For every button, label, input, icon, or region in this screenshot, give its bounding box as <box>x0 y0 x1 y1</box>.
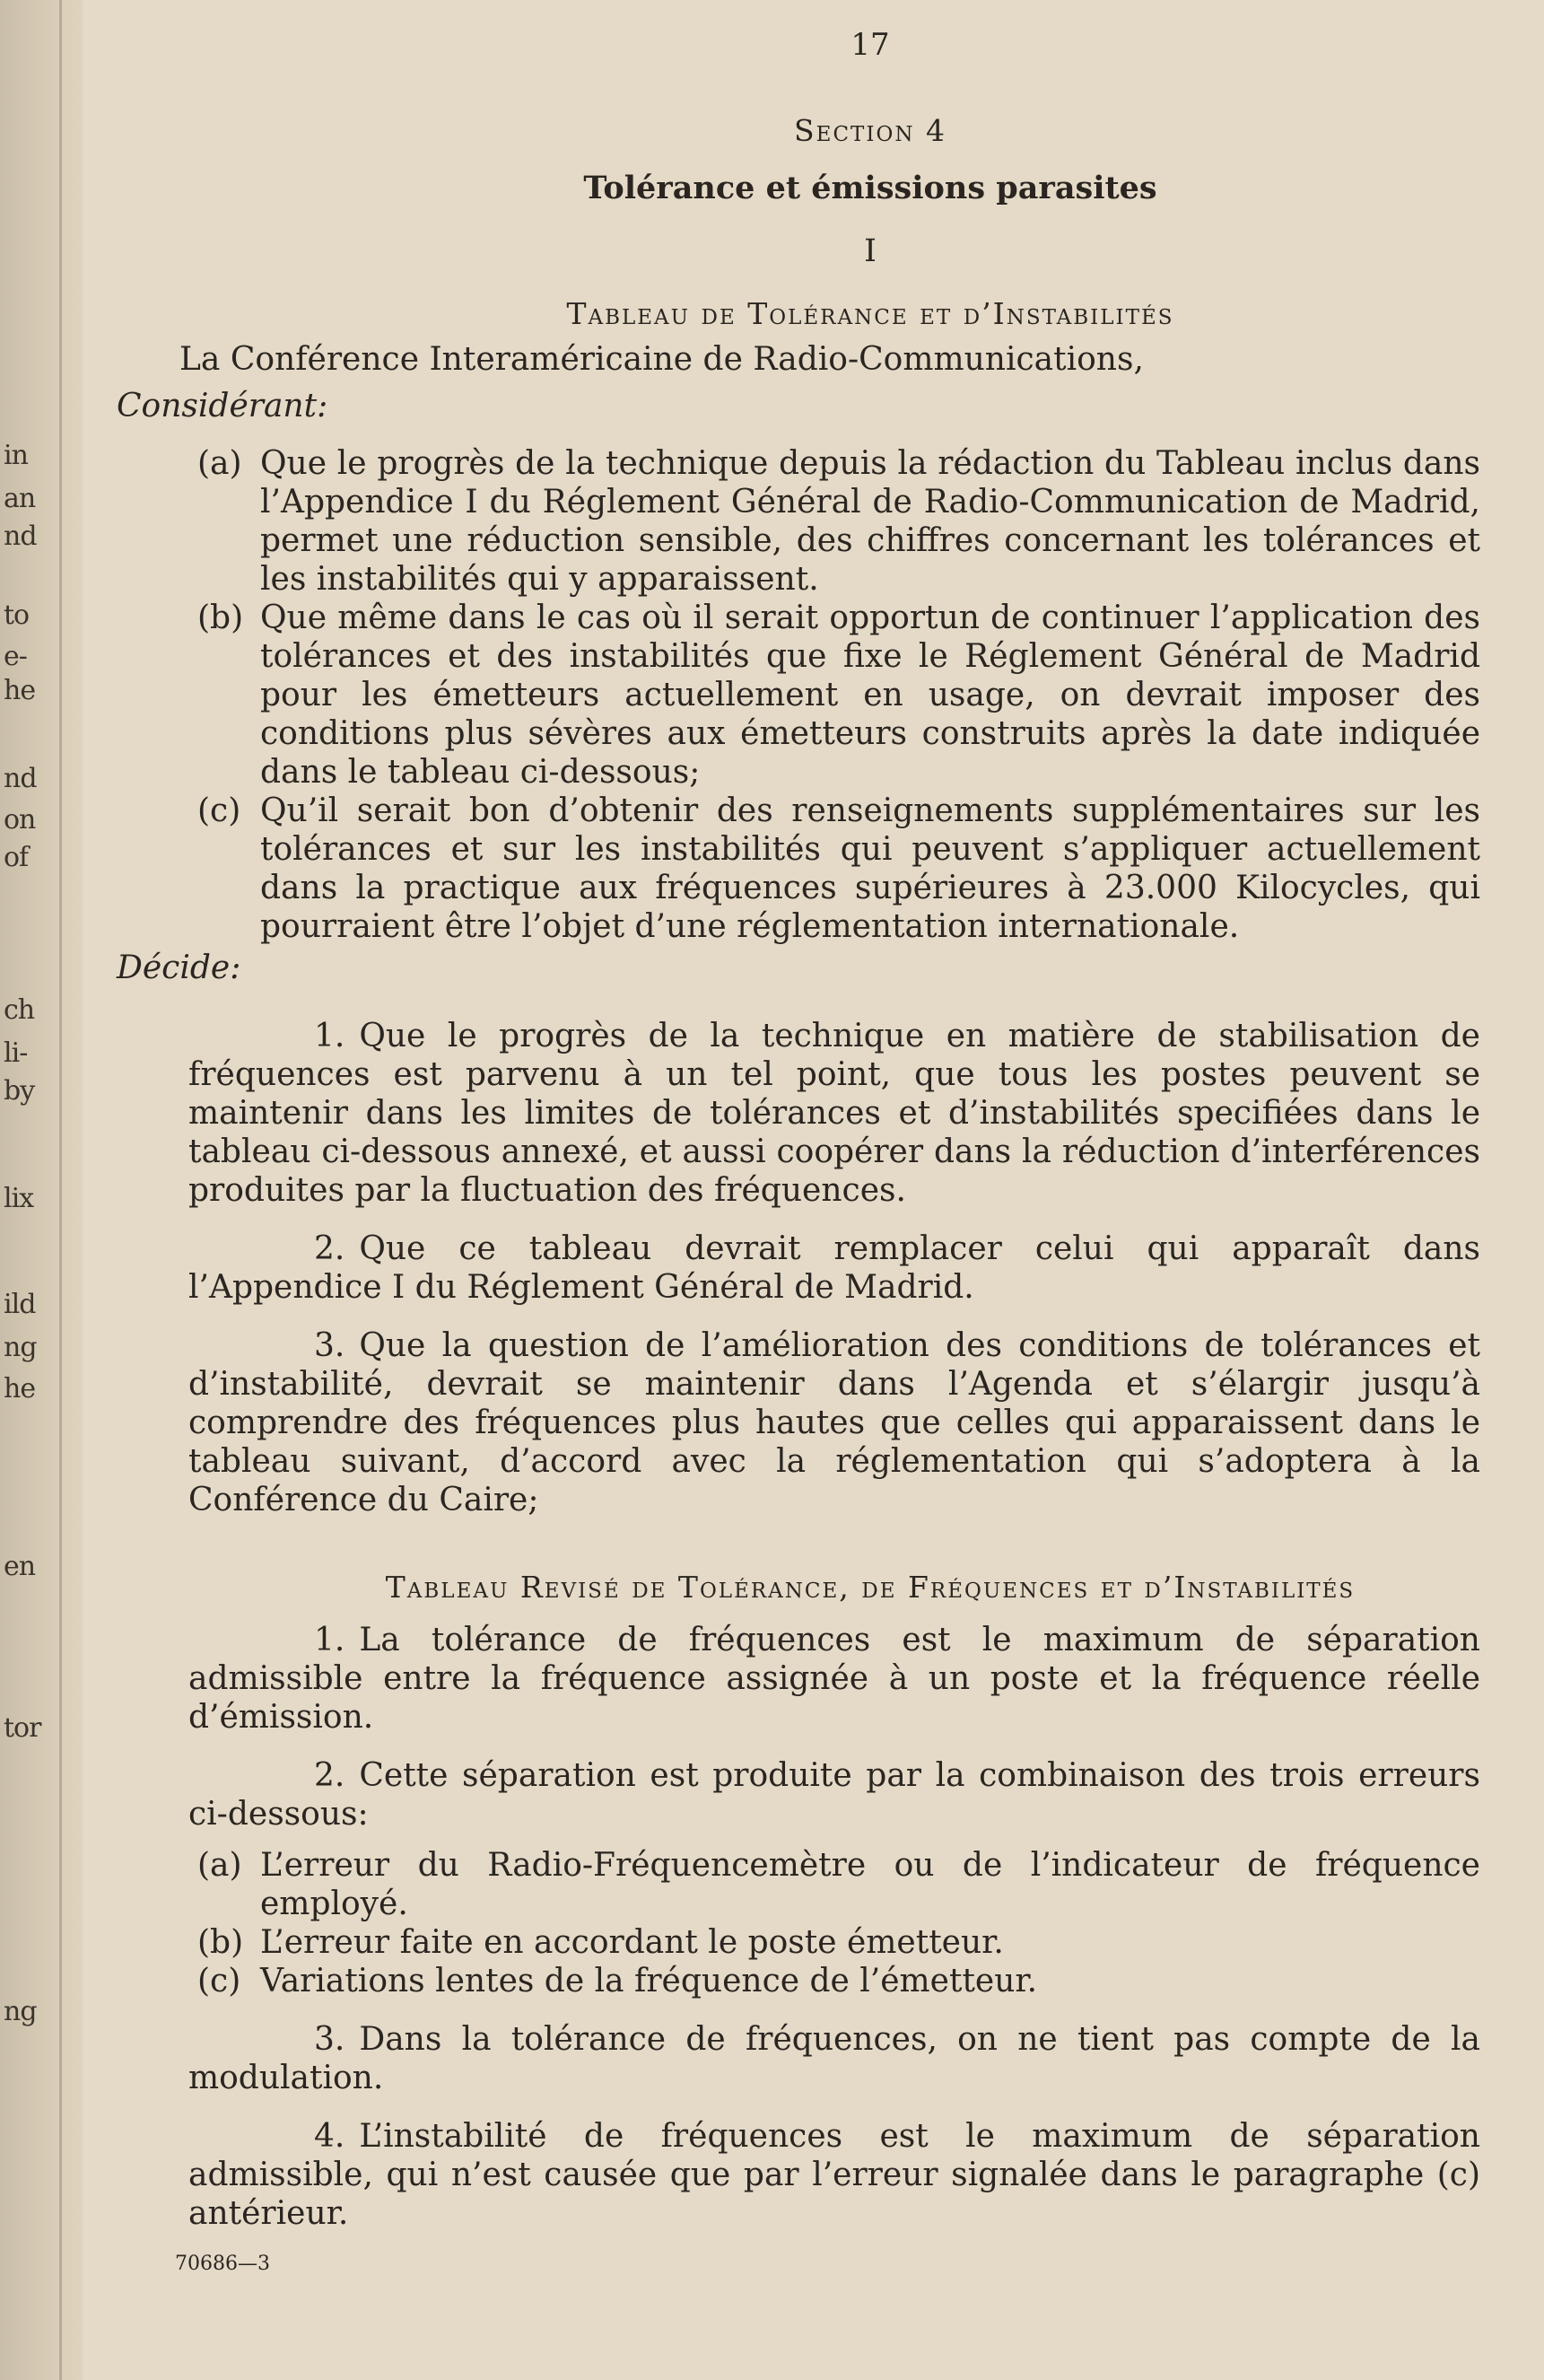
considerant-label: Considérant: <box>117 388 328 424</box>
considerant-item <box>117 444 1480 599</box>
paragraph-number: 3. <box>314 2021 345 2058</box>
item-marker: (a) <box>197 445 242 482</box>
margin-fragment: on <box>4 804 36 836</box>
paragraph-text: Dans la tolérance de fréquences, on ne tient pas compte de la modulation. <box>188 2021 1480 2096</box>
error-list <box>117 1846 1480 2000</box>
margin-fragment: e- <box>4 641 27 672</box>
decide-label: Décide: <box>117 949 241 986</box>
item-text: Que même dans le cas où il serait opportun de continuer l’application des tolérances et des instabilités que fixe le Réglement Général de Madrid pour les émetteurs actuellement en usage, on devrait imposer des conditions plus sévères aux émetteurs construits après la date indiquée dans le tableau ci-dessous; <box>260 599 1480 791</box>
margin-fragment: to <box>4 599 30 631</box>
revised-paragraph <box>117 1621 1480 1737</box>
intro-line: La Conférence Interaméricaine de Radio-Communications, <box>179 341 1144 378</box>
item-text: L’erreur du Radio-Fréquencemètre ou de l’indicateur de fréquence employé. <box>260 1847 1480 1922</box>
decide-paragraph <box>117 1326 1480 1519</box>
margin-fragment: lix <box>4 1183 34 1214</box>
item-text: Qu’il serait bon d’obtenir des renseignements supplémentaires sur les tolérances et sur les instabilités qui peuvent s’appliquer actuellement dans la practique aux fréquences supérieures à 23.000 Kilocycles, qui pourraient être l’objet d’une réglementation internationale. <box>260 792 1480 945</box>
revised-paragraph <box>117 2117 1480 2233</box>
part-number: I <box>864 233 877 269</box>
error-item <box>117 1923 1480 1962</box>
margin-fragment: in <box>4 440 28 471</box>
considerant-item <box>117 792 1480 946</box>
margin-fragment: li- <box>4 1037 28 1069</box>
considerant-list <box>117 444 1480 946</box>
paragraph-number: 2. <box>314 1757 345 1794</box>
paragraph-number: 4. <box>314 2118 345 2155</box>
item-text: L’erreur faite en accordant le poste émetteur. <box>260 1924 1004 1961</box>
margin-fragment: tor <box>4 1712 41 1744</box>
margin-fragment: ch <box>4 994 35 1026</box>
document-title: Tolérance et émissions parasites <box>583 170 1157 206</box>
decide-paragraph <box>117 1229 1480 1307</box>
paragraph-number: 2. <box>314 1230 345 1267</box>
paragraph-text: Que la question de l’amélioration des conditions de tolérances et d’instabilité, devrait se maintenir dans l’Agenda et s’élargir jusqu’à comprendre des fréquences plus hautes que celles qui apparaissent dans le tableau suivant, d’accord avec la réglementation qui s’adoptera à la Conférence du Caire; <box>188 1327 1480 1518</box>
margin-fragment: en <box>4 1551 36 1582</box>
margin-fragment: ng <box>4 1332 37 1363</box>
item-marker: (c) <box>197 792 241 829</box>
margin-fragment: by <box>4 1075 35 1107</box>
item-marker: (b) <box>197 599 244 636</box>
paragraph-number: 1. <box>314 1622 345 1658</box>
item-text: Que le progrès de la technique depuis la rédaction du Tableau inclus dans l’Appendice I du Réglement Général de Radio-Communication de Madrid, permet une réduction sensible, des chiffres concernant les tolérances et les instabilités qui y apparaissent. <box>260 445 1480 598</box>
margin-fragment: nd <box>4 763 37 794</box>
decide-paragraph <box>117 1017 1480 1210</box>
margin-fragment: he <box>4 675 36 706</box>
margin-fragment: he <box>4 1373 36 1404</box>
revised-section <box>117 1621 1480 2233</box>
paragraph-text: Que le progrès de la technique en matière de stabilisation de fréquences est parvenu à un tel point, que tous les postes peuvent se maintenir dans les limites de tolérances et d’instabilités specifiées dans le tableau ci-dessous annexé, et aussi coopérer dans la réduction d’interférences produites par la fluctuation des fréquences. <box>188 1018 1480 1209</box>
margin-fragment: ild <box>4 1289 36 1320</box>
decide-list <box>117 1017 1480 1519</box>
margin-fragment: an <box>4 483 36 514</box>
printer-code: 70686—3 <box>175 2253 270 2275</box>
paragraph-text: Que ce tableau devrait remplacer celui qui apparaît dans l’Appendice I du Réglement Général de Madrid. <box>188 1230 1480 1306</box>
margin-fragment: nd <box>4 521 37 552</box>
item-marker: (a) <box>197 1847 242 1884</box>
paragraph-number: 1. <box>314 1018 345 1054</box>
revised-table-heading: Tableau Revisé de Tolérance, de Fréquences et d’Instabilités <box>385 1570 1356 1605</box>
item-text: Variations lentes de la fréquence de l’émetteur. <box>260 1963 1038 1999</box>
error-item <box>117 1962 1480 2000</box>
paragraph-text: La tolérance de fréquences est le maximum de séparation admissible entre la fréquence assignée à un poste et la fréquence réelle d’émission. <box>188 1622 1480 1736</box>
margin-fragment: of <box>4 842 29 873</box>
margin-fragment: ng <box>4 1996 37 2027</box>
paragraph-text: L’instabilité de fréquences est le maximum de séparation admissible, qui n’est causée que par l’erreur signalée dans le paragraphe (c) antérieur. <box>188 2118 1480 2232</box>
table-heading: Tableau de Tolérance et d’Instabilités <box>566 296 1174 331</box>
paragraph-text: Cette séparation est produite par la combinaison des trois erreurs ci-dessous: <box>188 1757 1480 1833</box>
paragraph-number: 3. <box>314 1327 345 1364</box>
binding-line <box>59 0 62 2380</box>
section-heading: Section 4 <box>794 113 946 148</box>
item-marker: (b) <box>197 1924 244 1961</box>
considerant-item <box>117 599 1480 792</box>
page-number: 17 <box>851 27 890 63</box>
revised-paragraph <box>117 1756 1480 1833</box>
revised-paragraph <box>117 2020 1480 2097</box>
item-marker: (c) <box>197 1963 241 1999</box>
document-page <box>117 27 1480 2253</box>
error-item <box>117 1846 1480 1923</box>
